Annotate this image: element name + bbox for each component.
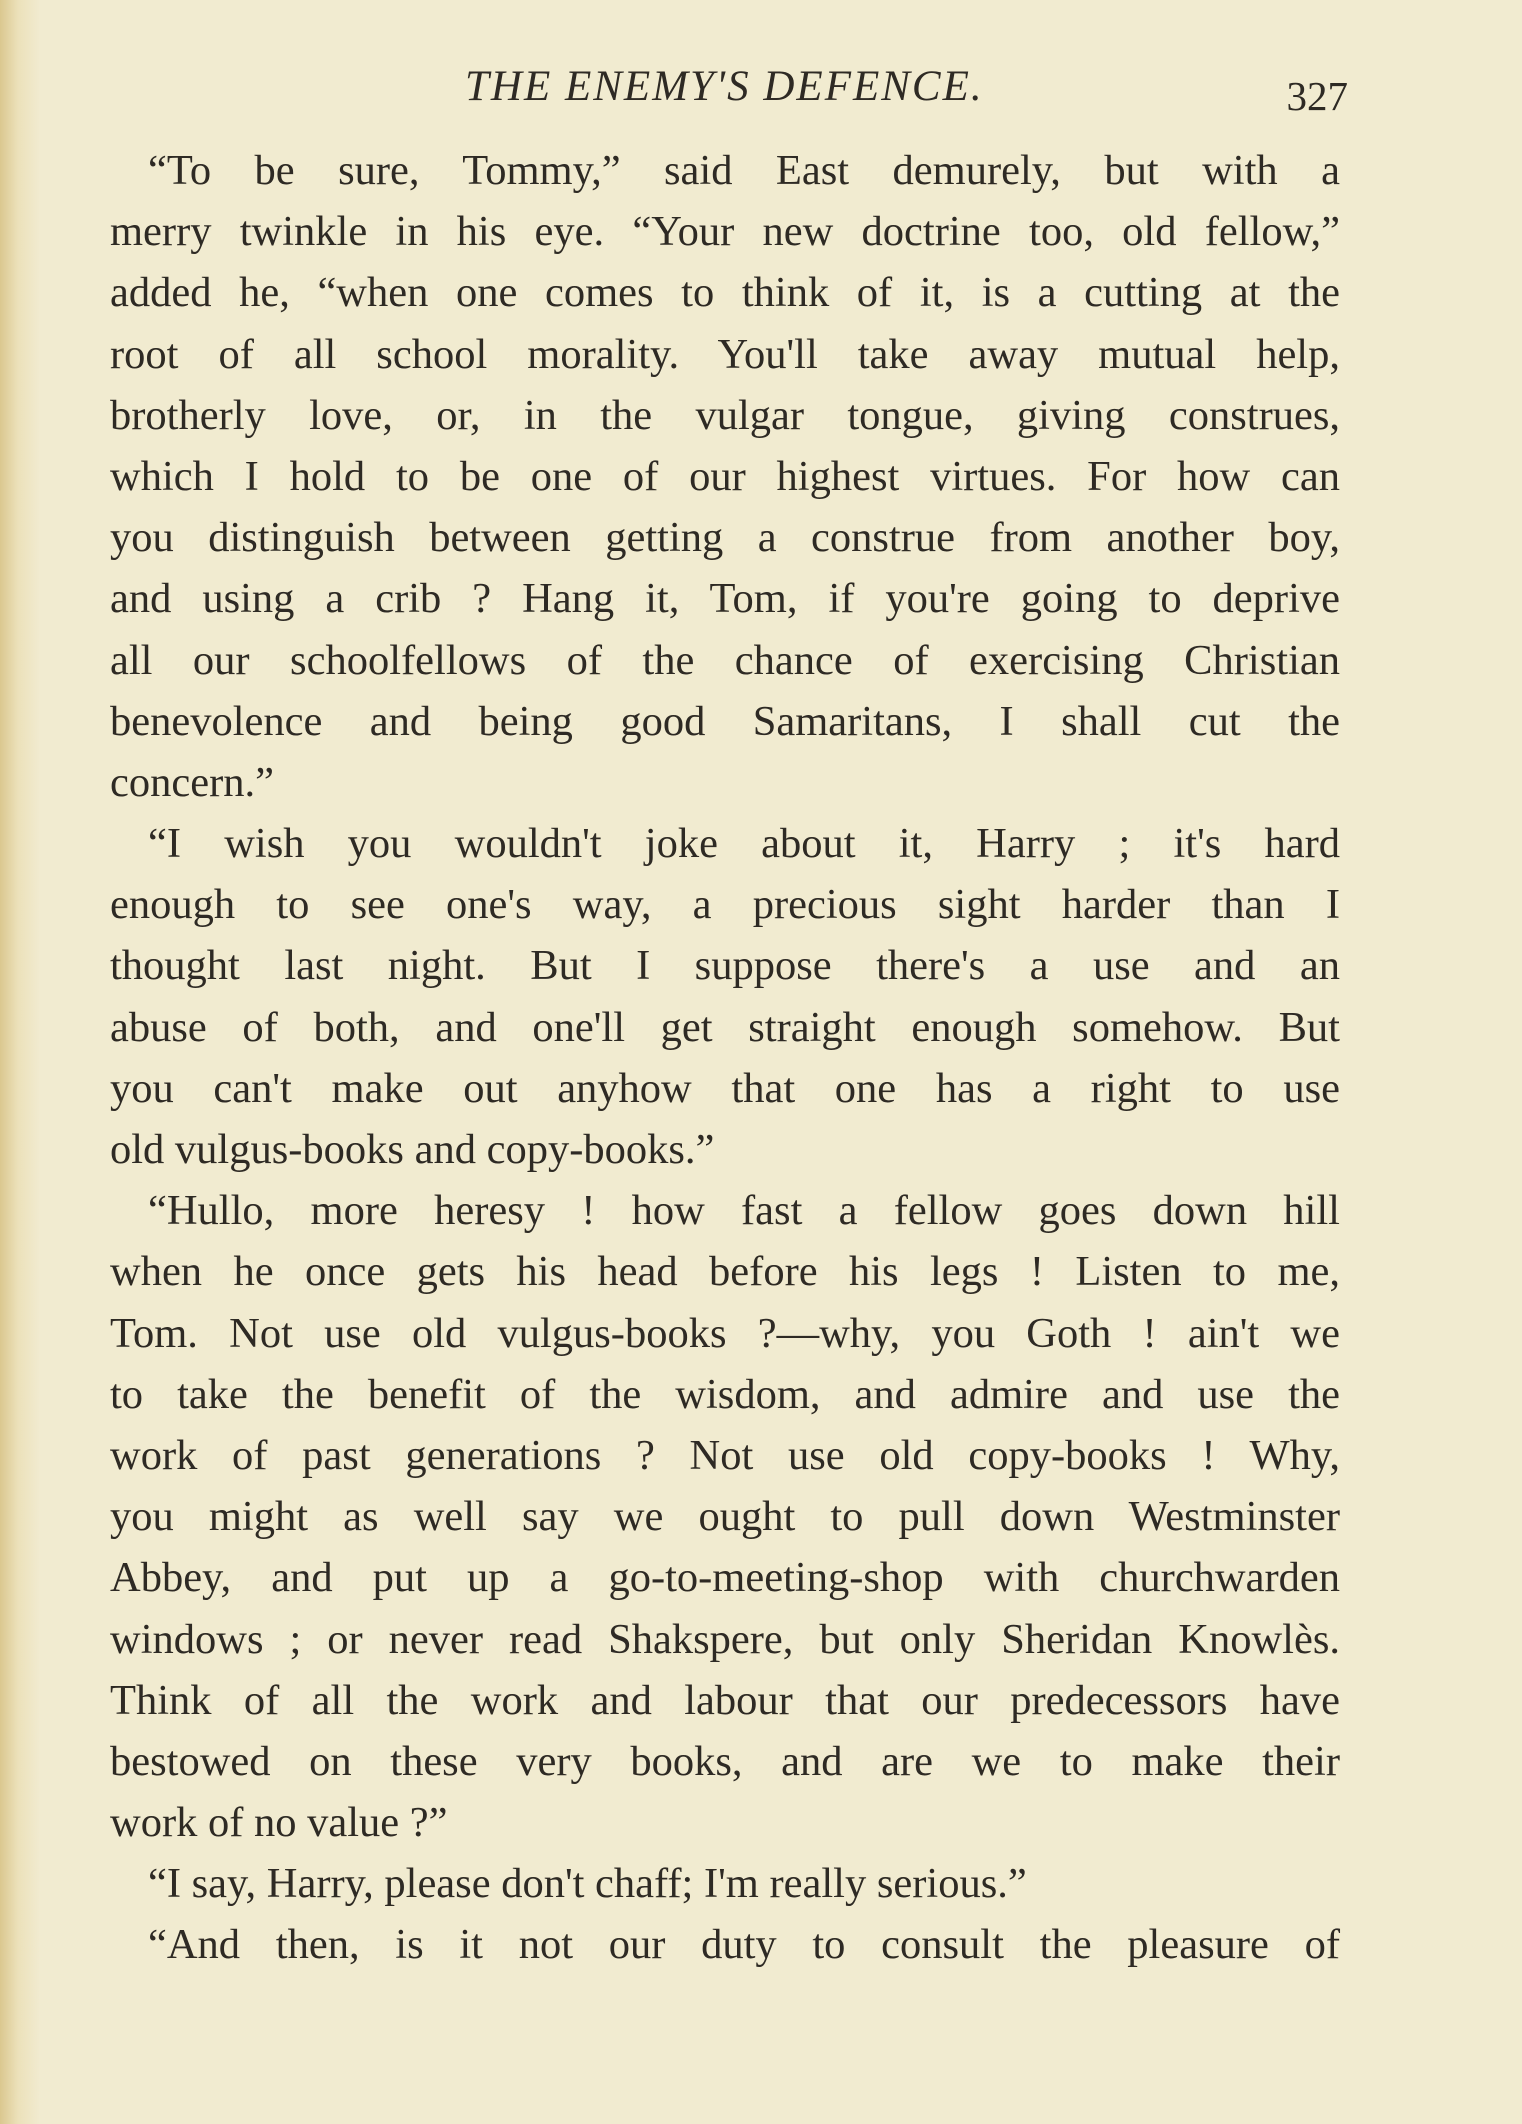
- text-line: you can't make out anyhow that one has a right to use: [110, 1064, 1340, 1112]
- text-line: old vulgus-books and copy-books.”: [110, 1126, 715, 1173]
- text-line: root of all school morality. You'll take away mutual help,: [110, 330, 1340, 378]
- text-line: to take the benefit of the wisdom, and admire and use the: [110, 1370, 1340, 1418]
- text-line: when he once gets his head before his legs ! Listen to me,: [110, 1248, 1340, 1296]
- text-line: Tom. Not use old vulgus-books ?—why, you Goth ! ain't we: [110, 1309, 1340, 1357]
- text-line: “Hullo, more heresy ! how fast a fellow goes down hill: [148, 1187, 1340, 1235]
- text-line: “I say, Harry, please don't chaff; I'm really serious.”: [148, 1860, 1027, 1908]
- text-line: abuse of both, and one'll get straight enough somehow. But: [110, 1003, 1340, 1051]
- text-line: work of past generations ? Not use old copy-books ! Why,: [110, 1431, 1340, 1479]
- text-line: benevolence and being good Samaritans, I shall cut the: [110, 697, 1340, 745]
- page-number: 327: [1286, 73, 1348, 119]
- running-title: THE ENEMY'S DEFENCE.: [465, 63, 984, 110]
- text-line: you might as well say we ought to pull down Westminster: [110, 1493, 1340, 1541]
- text-line: merry twinkle in his eye. “Your new doctrine too, old fellow,”: [110, 208, 1340, 256]
- text-line: Think of all the work and labour that our predecessors have: [110, 1676, 1340, 1724]
- text-line: enough to see one's way, a precious sight harder than I: [110, 881, 1340, 929]
- text-line: added he, “when one comes to think of it, is a cutting at the: [110, 269, 1340, 317]
- text-line: “I wish you wouldn't joke about it, Harry ; it's hard: [148, 820, 1340, 868]
- text-line: Abbey, and put up a go-to-meeting-shop with churchwarden: [110, 1554, 1340, 1602]
- text-line: and using a crib ? Hang it, Tom, if you're going to deprive: [110, 575, 1340, 623]
- text-line: concern.”: [110, 758, 274, 806]
- text-line: brotherly love, or, in the vulgar tongue, giving construes,: [110, 391, 1340, 439]
- text-line: all our schoolfellows of the chance of exercising Christian: [110, 636, 1340, 684]
- body-text: [110, 140, 1340, 1976]
- text-line: thought last night. But I suppose there's a use and an: [110, 942, 1340, 990]
- text-line: windows ; or never read Shakspere, but only Sheridan Knowlès.: [110, 1615, 1340, 1663]
- text-line: “To be sure, Tommy,” said East demurely, but with a: [148, 147, 1340, 194]
- text-line: “And then, is it not our duty to consult the pleasure of: [148, 1921, 1340, 1969]
- text-line: which I hold to be one of our highest virtues. For how can: [110, 452, 1340, 500]
- text-line: you distinguish between getting a construe from another boy,: [110, 514, 1340, 562]
- text-line: work of no value ?”: [110, 1799, 448, 1847]
- running-head: [110, 62, 1348, 122]
- text-line: bestowed on these very books, and are we to make their: [110, 1737, 1340, 1785]
